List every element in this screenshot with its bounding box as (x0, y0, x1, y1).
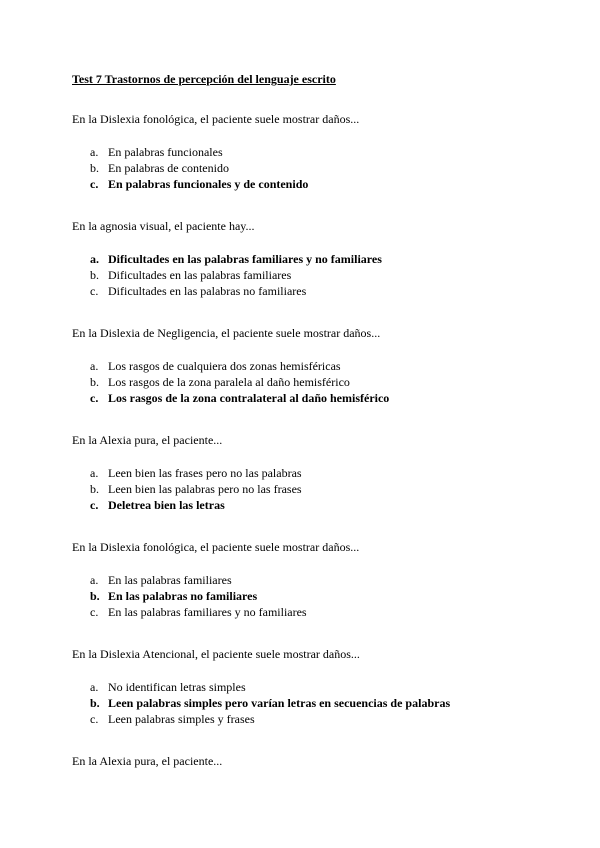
page-title: Test 7 Trastornos de percepción del lenguaje escrito (72, 72, 336, 86)
answer-option-b-correct: b. Leen palabras simples pero varían letras en secuencias de palabras (90, 696, 451, 710)
answer-option-b: b. En palabras de contenido (90, 161, 229, 175)
question-block (72, 326, 390, 406)
answer-option-b-correct: b. En las palabras no familiares (90, 589, 258, 603)
answer-option-a: a. Los rasgos de cualquiera dos zonas hemisféricas (90, 359, 341, 373)
question-block (72, 112, 359, 192)
answer-option-c: c. En las palabras familiares y no familiares (90, 605, 307, 619)
question-block (72, 647, 451, 727)
answer-option-c-correct: c. Los rasgos de la zona contralateral al daño hemisférico (90, 391, 390, 405)
answer-option-c: c. Leen palabras simples y frases (90, 712, 255, 726)
question-text: En la Dislexia Atencional, el paciente suele mostrar daños... (72, 647, 360, 661)
answer-option-c-correct: c. En palabras funcionales y de contenido (90, 177, 309, 191)
answer-option-a: a. En palabras funcionales (90, 145, 223, 159)
question-text: En la Dislexia fonológica, el paciente suele mostrar daños... (72, 540, 360, 554)
question-text: En la Alexia pura, el paciente... (72, 433, 223, 447)
question-text: En la Alexia pura, el paciente... (72, 754, 223, 768)
question-block (72, 433, 302, 513)
answer-option-a: a. No identifican letras simples (90, 680, 246, 694)
question-block (72, 540, 359, 620)
answer-option-b: b. Los rasgos de la zona paralela al daño hemisférico (90, 375, 350, 389)
question-block (72, 754, 222, 786)
answer-option-b: b. Leen bien las palabras pero no las frases (90, 482, 302, 496)
answer-option-b: b. Dificultades en las palabras familiares (90, 268, 292, 282)
question-text: En la agnosia visual, el paciente hay... (72, 219, 255, 233)
answer-option-c-correct: c. Deletrea bien las letras (90, 498, 225, 512)
question-block (72, 219, 382, 299)
answer-option-c: c. Dificultades en las palabras no familiares (90, 284, 307, 298)
answer-option-a: a. En las palabras familiares (90, 573, 232, 587)
answer-option-a-correct: a. Dificultades en las palabras familiares y no familiares (90, 252, 382, 266)
question-text: En la Dislexia de Negligencia, el paciente suele mostrar daños... (72, 326, 381, 340)
question-text: En la Dislexia fonológica, el paciente suele mostrar daños... (72, 112, 360, 126)
answer-option-a: a. Leen bien las frases pero no las palabras (90, 466, 302, 480)
